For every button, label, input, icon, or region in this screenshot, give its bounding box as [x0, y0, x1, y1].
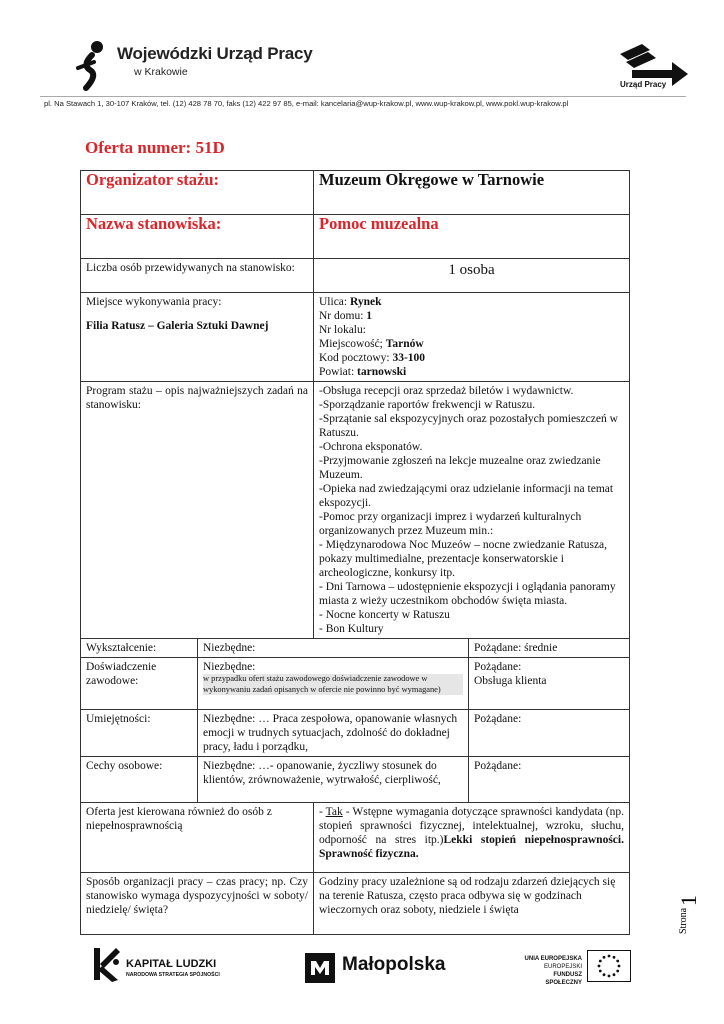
task-item: - Nocne koncerty w Ratuszu	[319, 609, 450, 621]
skills-label: Umiejętności:	[81, 710, 198, 757]
place-branch: Filia Ratusz – Galeria Sztuki Dawnej	[86, 320, 269, 332]
eu-text	[520, 955, 582, 987]
county-label: Powiat:	[319, 366, 358, 378]
kapital-ludzki-title: KAPITAŁ LUDZKI	[126, 958, 217, 970]
program-tasks	[314, 382, 630, 639]
education-required: Niezbędne:	[198, 639, 469, 658]
experience-note: w przypadku ofert stażu zawodowego doświadczenie zawodowe w wykonywaniu zadań opisanych w ofercie nie powinno być wymagane)	[203, 674, 463, 695]
header-subtitle: w Krakowie	[134, 66, 188, 78]
count-value: 1 osoba	[314, 259, 630, 293]
disability-label: Oferta jest kierowana również do osób z niepełnosprawnością	[81, 803, 314, 873]
header-address: pl. Na Stawach 1, 30-107 Kraków, tel. (12) 428 78 70, faks (12) 422 97 85, e-mail: kancelaria@wup-krakow.pl, www.wup-krakow.pl, www.pokl.wup-krakow.pl	[44, 99, 569, 108]
task-item: -Obsługa recepcji oraz sprzedaż biletów i wydawnictw.	[319, 385, 574, 397]
street-value: Rynek	[349, 296, 382, 308]
page-marker	[672, 880, 702, 940]
task-item: - Międzynarodowa Noc Muzeów – nocne zwiedzanie Ratusza, pokazy multimedialne, prezentacje konserwatorskie i archeologiczne, konkursy itp.	[319, 539, 608, 579]
page-marker-label: Strona	[678, 907, 689, 934]
malopolska-logo-icon	[305, 953, 335, 983]
offer-table	[80, 170, 630, 935]
education-label: Wykształcenie:	[81, 639, 198, 658]
experience-preferred-value: Obsługa klienta	[474, 675, 547, 687]
disability-text: - Wstępne wymagania dotyczące sprawności kandydata (np. stopień sprawności fizycznej, intelektualnej, wzroku, słuchu, odporność na stres itp.)	[319, 806, 624, 846]
county-value: tarnowski	[357, 366, 407, 378]
schedule-label: Sposób organizacji pracy – czas pracy; np. Czy stanowisko wymaga dyspozycyjności w soboty/ niedzielę/ święta?	[81, 873, 314, 935]
task-item: -Pomoc przy organizacji imprez i wydarzeń kulturalnych organizowanych przez Muzeum min.:	[319, 511, 582, 537]
place-label: Miejsce wykonywania pracy:	[86, 296, 222, 308]
traits-preferred: Pożądane:	[469, 757, 630, 803]
experience-required-cell	[198, 658, 469, 710]
page-marker-number: 1	[676, 895, 701, 906]
traits-label: Cechy osobowe:	[81, 757, 198, 803]
task-item: -Sprzątanie sal ekspozycyjnych oraz pozostałych pomieszczeń w Ratuszu.	[319, 413, 618, 439]
kapital-ludzki-sub: NARODOWA STRATEGIA SPÓJNOŚCI	[126, 972, 220, 978]
position-label: Nazwa stanowiska:	[81, 215, 314, 259]
header-divider	[40, 96, 686, 97]
disability-value	[314, 803, 630, 873]
eu-line2: EUROPEJSKI	[543, 964, 582, 970]
skills-preferred: Pożądane:	[469, 710, 630, 757]
experience-required: Niezbędne:	[203, 661, 256, 673]
header-title: Wojewódzki Urząd Pracy	[117, 44, 313, 63]
experience-preferred-cell	[469, 658, 630, 710]
unit-label: Nr lokalu:	[319, 324, 366, 336]
count-label: Liczba osób przewidywanych na stanowisko:	[81, 259, 314, 293]
postal-label: Kod pocztowy:	[319, 352, 393, 364]
skills-required: Niezbędne: … Praca zespołowa, opanowanie własnych emocji w trudnych sytuacjach, zdolność do dokładnej pracy, ładu i porządku,	[198, 710, 469, 757]
organizer-label: Organizator stażu:	[81, 171, 314, 215]
house-value: 1	[366, 310, 373, 322]
position-value: Pomoc muzealna	[314, 215, 630, 259]
house-label: Nr domu:	[319, 310, 367, 322]
urzad-pracy-label: Urząd Pracy	[620, 80, 667, 89]
organizer-value: Muzeum Okręgowe w Tarnowie	[314, 171, 630, 215]
place-label-cell	[81, 293, 314, 382]
experience-label: Doświadczenie zawodowe:	[81, 658, 198, 710]
task-item: - Dni Tarnowa – udostępnienie ekspozycji i oglądania panoramy miasta z wieży uczestnikom obchodów święta miasta.	[319, 581, 616, 607]
place-value-cell	[314, 293, 630, 382]
city-value: Tarnów	[385, 338, 424, 350]
wup-logo-icon	[72, 40, 112, 92]
kapital-ludzki-logo-icon	[90, 944, 122, 984]
program-label: Program stażu – opis najważniejszych zadań na stanowisku:	[81, 382, 314, 639]
task-item: -Opieka nad zwiedzającymi oraz udzielanie informacji na temat ekspozycji.	[319, 483, 614, 509]
city-label: Miejscowość;	[319, 338, 386, 350]
malopolska-text: Małopolska	[342, 954, 446, 975]
disability-prefix: -	[319, 806, 326, 818]
schedule-value: Godziny pracy uzależnione są od rodzaju zdarzeń dziejących się na terenie Ratusza, często praca odbywa się w godzinach wieczornych oraz soboty, niedziele i święta	[314, 873, 630, 935]
education-preferred: Pożądane: średnie	[469, 639, 630, 658]
experience-preferred: Pożądane:	[474, 661, 522, 673]
task-item: -Sporządzanie raportów frekwencji w Ratuszu.	[319, 399, 536, 411]
offer-number: Oferta numer: 51D	[85, 138, 225, 157]
eu-line3: FUNDUSZ SPOŁECZNY	[545, 972, 582, 986]
street-label: Ulica:	[319, 296, 350, 308]
task-item: -Ochrona eksponatów.	[319, 441, 423, 453]
eu-flag-icon	[587, 950, 631, 982]
eu-line1: UNIA EUROPEJSKA	[524, 956, 582, 962]
task-item: -Przyjmowanie zgłoszeń na lekcje muzealne oraz zwiedzanie Muzeum.	[319, 455, 601, 481]
postal-value: 33-100	[392, 352, 426, 364]
disability-bold: Lekki stopień niepełnosprawności. Sprawność fizyczna.	[319, 834, 624, 860]
disability-tak: Tak	[325, 806, 343, 818]
traits-required: Niezbędne: …- opanowanie, życzliwy stosunek do klientów, zrównoważenie, wytrwałość, cierpliwość,	[198, 757, 469, 803]
task-item: - Bon Kultury	[319, 623, 384, 635]
